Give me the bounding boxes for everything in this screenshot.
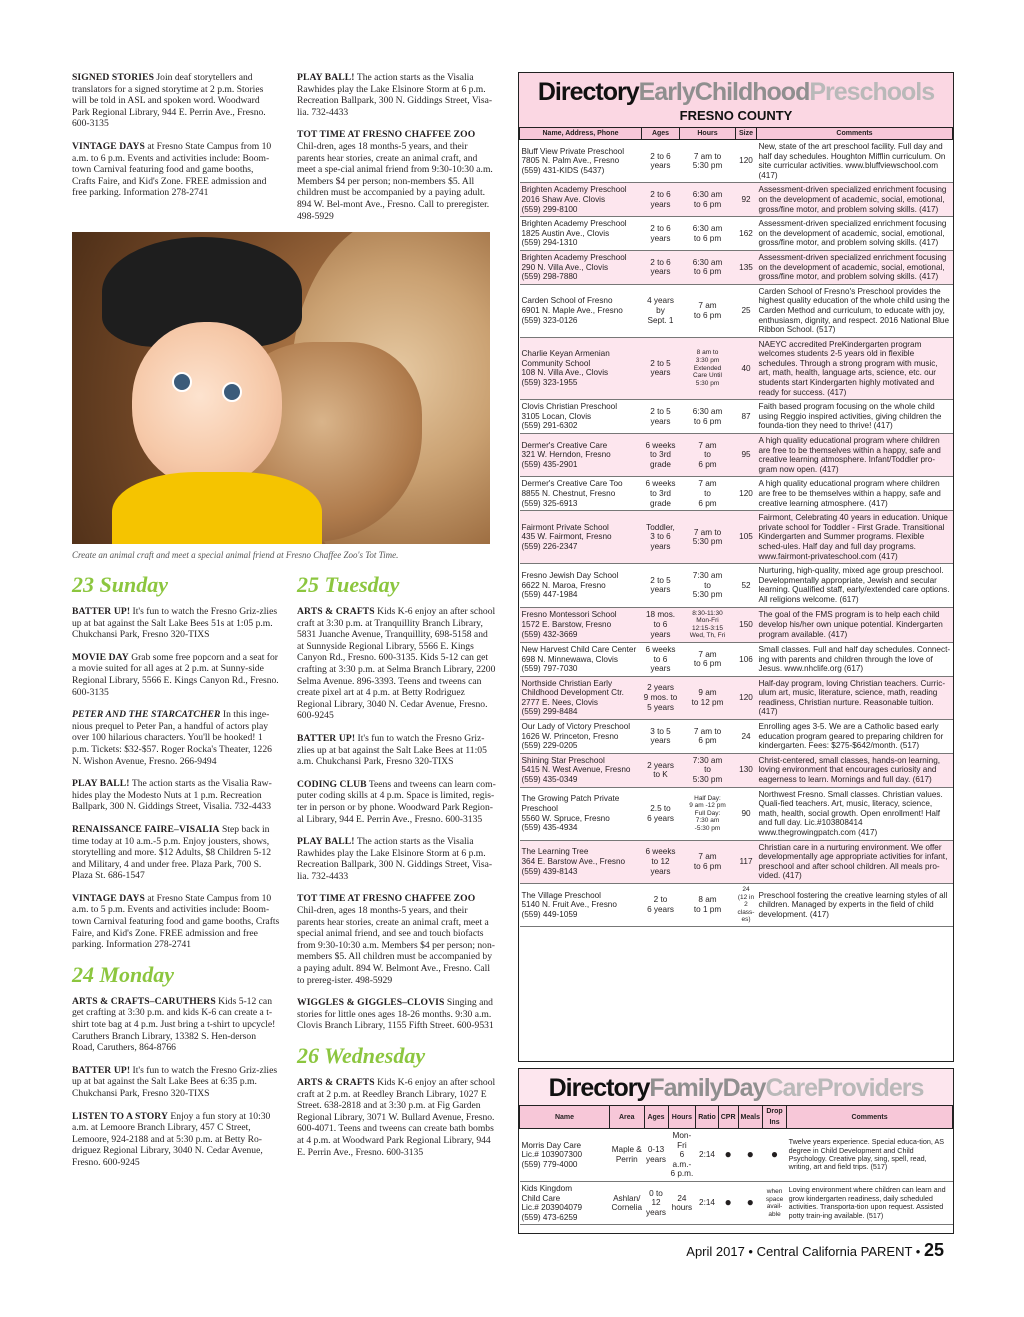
column-header: Ages [644,1106,668,1129]
table-row [520,284,953,337]
table-cell: Kids Kingdom Child Care Lic.# 203904079 (559) 473-6259 [520,1181,610,1224]
event-entry [72,996,280,1054]
table-cell: 6 weeks to 3rd grade [642,434,680,477]
column-2-events [297,568,497,1169]
event-entry [72,1111,280,1169]
table-cell: Maple & Perrin [610,1129,645,1182]
table-cell: 24 hours [668,1181,696,1224]
event-text: The action starts as the Visalia Raw-hides play the Modesto Nuts at 1 p.m. Recreation Ballpark, 300 N. Giddings Street, Visalia. 732-4433 [72,778,272,813]
table-cell: Faith based program focusing on the whole child using Reggio inspired activities, giving children the founda-tion they need to thrive! (417) [756,400,952,434]
table-cell: Shining Star Preschool 5415 N. West Avenue, Fresno (559) 435-0349 [520,753,642,787]
table-cell: Christ-centered, small classes, hands-on learning, loving environment that encourages curiosity and eagerness to learn. Mornings and full day. (617) [756,753,952,787]
table-cell: 0 to 12 years [644,1181,668,1224]
event-text: It's fun to watch the Fresno Griz-zlies up at bat against the Salt Lake Bees at 11:05 a.m. Chukchansi Park, Fresno 320-TIXS [297,732,487,768]
table-cell: 24 [736,720,757,754]
table-cell: 92 [736,183,757,217]
event-text: Teens and tweens can learn com-puter coding skills at 4 p.m. Space is limited, regis-ter in person or by phone. Woodward Park Region-al Library, 944 E. Perrin Ave., Fresno. 600-3135 [297,778,496,825]
column-header: Ages [642,128,680,140]
event-heading: VINTAGE DAYS [72,892,145,904]
event-heading: TOT TIME AT FRESNO CHAFFEE ZOO [297,129,476,141]
table-cell: 7 am to 5:30 pm [680,511,736,564]
table-cell: 6:30 am to 6 pm [680,400,736,434]
table-cell: Dermer's Creative Care 321 W. Herndon, Fresno (559) 435-2901 [520,434,642,477]
table-row [520,607,953,642]
child-with-goat-photo [72,232,490,544]
column-header: Comments [756,128,952,140]
table-cell: 120 [736,477,757,511]
column-header: Name, Address, Phone [520,128,642,140]
event-text: Chil-dren, ages 18 months-5 years, and their parents hear stories, create an animal craft, and meet a spe-cial animal friend from 9:30-10:30 a.m. Members $4 per person; non-members $5. All children must be accompanied by a paying adult. 894 W. Bel-mont Ave., Fresno. Call to preregister. 498-5929 [297,140,493,222]
table-cell: Northside Christian Early Childhood Development Ctr. 2777 E. Nees, Clovis (559) 299-8484 [520,676,642,719]
event-entry [297,836,497,882]
column-header: Meals [738,1106,762,1129]
table-cell: 3 to 5 years [642,720,680,754]
family-care-table [519,1105,953,1225]
day-tuesday [297,572,497,1032]
table-row [520,250,953,284]
page-footer: April 2017 • Central California PARENT • 25 [686,1240,944,1260]
table-cell: Carden School of Fresno's Preschool provides the highest quality education of the whole child using the Carden Method and curriculum, to educate with joy, enthusiasm, dignity, and respect. 2016 National Blue Ribbon School. (517) [756,284,952,337]
table-cell: 2 to 6 years [642,883,680,926]
table-cell: 7 am to 5:30 pm [680,140,736,183]
event-heading: PLAY BALL! [297,72,355,83]
table-cell: 95 [736,434,757,477]
table-cell: NAEYC accredited PreKindergarten program welcomes students 2-5 years old in flexible schedules. Through a strong program with music, art, math, health, language arts, science, etc. our students start Kindergarten highly motivated and ready for success. (417) [756,337,952,400]
table-row [520,720,953,754]
table-cell: Our Lady of Victory Preschool 1626 W. Princeton, Fresno (559) 229-0205 [520,720,642,754]
table-row [520,753,953,787]
event-heading: SIGNED STORIES [72,72,155,83]
table-cell: 2 years to K [642,753,680,787]
day-title: 23 Sunday [72,572,168,597]
table-cell: 2 to 5 years [642,337,680,400]
table-row [520,564,953,607]
table-cell: Bluff View Private Preschool 7805 N. Palm Ave., Fresno (559) 431-KIDS (5437) [520,140,642,183]
event-text: Chil-dren, ages 18 months-5 years, and their parents hear stories, create an animal craft, meet a special animal friend, and see and touch biofacts from 9:30-10:30 a.m. Members $4 per person; non-members $5. All children must be accompanied by a paying adult. 894 W. Belmont Ave., Fresno. Call to prereg-ister. 498-5929 [297,905,495,986]
day-title: 26 Wednesday [297,1043,426,1068]
column-header: Comments [787,1106,953,1129]
table-cell: 87 [736,400,757,434]
event-heading: PETER AND THE STARCATCHER [72,709,221,721]
family-care-directory [518,1068,954,1234]
table-cell: Half Day: 9 am -12 pm Full Day: 7:30 am -5:30 pm [680,787,736,840]
table-cell: Brighten Academy Preschool 1825 Austin Ave., Clovis (559) 294-1310 [520,217,642,251]
table-cell: 8 am to 3:30 pm Extended Care Until 5:30 pm [680,337,736,400]
table-cell: 9 am to 12 pm [680,676,736,719]
table-row [520,140,953,183]
table-cell: New Harvest Child Care Center 698 N. Minnewawa, Clovis (559) 797-7030 [520,642,642,676]
event-text: It's fun to watch the Fresno Griz-zlies up at bat against the Salt Lake Bees 51s at 1:05 p.m. Chukchansi Park, Fresno 320-TIXS [72,606,278,641]
event-entry [72,1065,280,1100]
table-row [520,511,953,564]
table-cell: ● [718,1129,738,1182]
event-entry [297,606,497,722]
event-entry [72,72,278,130]
table-cell: ● [718,1181,738,1224]
table-cell: 6:30 am to 6 pm [680,250,736,284]
table-cell: 2 to 5 years [642,400,680,434]
table-cell: Brighten Academy Preschool 290 N. Villa Ave., Clovis (559) 298-7880 [520,250,642,284]
table-cell: 18 mos. to 6 years [642,607,680,642]
event-entry [297,997,497,1032]
table-cell: 135 [736,250,757,284]
event-heading: ARTS & CRAFTS [297,606,375,617]
table-cell: 2.5 to 6 years [642,787,680,840]
table-cell: Nurturing, high-quality, mixed age group preschool. Developmentally appropriate, Jewish and secular learning. Qualified staff, early/extended care options. All religions welcome. (617) [756,564,952,607]
table-cell: 7 am to 6 pm [680,840,736,883]
event-heading: VINTAGE DAYS [72,140,145,152]
event-text: The action starts as the Visalia Rawhides play the Lake Elsinore Storm at 6 p.m. Recreation Ballpark, 300 N. Giddings Street, Visa-lia. 732-4433 [297,836,493,882]
table-cell: 7:30 am to 5:30 pm [680,753,736,787]
table-cell: A high quality educational program where children are free to be themselves within a happy, safe and creative learning atmosphere. (417) [756,477,952,511]
table-cell: 24 (12 in 2 class- es) [736,883,757,926]
table-cell: 4 years by Sept. 1 [642,284,680,337]
event-entry [72,709,280,767]
event-heading: ARTS & CRAFTS–CARUTHERS [72,995,216,1007]
table-cell: 6 weeks to 6 years [642,642,680,676]
table-cell: 0-13 years [644,1129,668,1182]
table-cell: 162 [736,217,757,251]
preschool-directory-title: DirectoryEarlyChildhoodPreschools [537,78,935,106]
table-cell: 2:14 [696,1181,719,1224]
event-entry [72,606,280,641]
table-cell: 130 [736,753,757,787]
table-cell: Twelve years experience. Special educa-tion, AS degree in Child Development and Child Psychology. Creative play, sing, spell, read, writing, art and field trips. (517) [787,1129,953,1182]
table-cell: Enrolling ages 3-5. We are a Catholic based early education program geared to preparing children for kindergarten. Fees: $275-$642/month. (517) [756,720,952,754]
table-cell: New, state of the art preschool facility. Full day and half day schedules. Houghton Mifflin curriculum. On site curricular activities. www.bluffviewschool.com (417) [756,140,952,183]
event-entry [297,1077,497,1158]
event-heading: PLAY BALL! [297,836,355,848]
table-cell: ● [738,1181,762,1224]
event-heading: WIGGLES & GIGGLES–CLOVIS [297,997,445,1009]
event-entry [297,779,497,825]
event-text: In this inge-nious prequel to Peter Pan, a handful of actors play over 100 hilarious characters. You'll be hooked! 1 p.m. Tickets: $32-$57. Roger Rocka's Theater, 1226 N. Wishon Avenue, Fresno. 266-9494 [72,709,272,767]
event-text: Kids K-6 enjoy an after school craft at 2 p.m. at Reedley Branch Library, 1027 E Street. 638-2818 and at 3:30 p.m. at Fig Garden Regional Library, 3071 W. Bullard Avenue, Fresno. 600-4071. Teens and tweens can create bath bombs at 4 p.m. at Woodward Park Regional Library, 944 E. Perrin Ave., Fresno. 600-3135 [297,1077,496,1158]
table-row [520,1181,953,1224]
table-cell: 120 [736,676,757,719]
table-cell: Half-day program, loving Christian teachers. Curric-ulum art, music, literature, science, math, reading readiness, Christian nurture. Reasonable tuition. (417) [756,676,952,719]
table-cell: 120 [736,140,757,183]
table-cell: 7 am to 6 pm [680,434,736,477]
table-cell: Small classes. Full and half day schedules. Connect-ing with parents and children through the love of Jesus. www.nhclife.org (617) [756,642,952,676]
table-cell: The Village Preschool 5140 N. Fruit Ave., Fresno (559) 449-1059 [520,883,642,926]
table-cell: Brighten Academy Preschool 2016 Shaw Ave. Clovis (559) 299-8100 [520,183,642,217]
table-cell: 7 am to 6 pm [680,284,736,337]
table-cell: The goal of the FMS program is to help each child develop his/her own unique potential. Kindergarten program available. (417) [756,607,952,642]
event-entry [72,778,280,813]
table-row [520,477,953,511]
column-header: Hours [668,1106,696,1129]
table-cell: Dermer's Creative Care Too 8855 N. Chestnut, Fresno (559) 325-6913 [520,477,642,511]
event-text: Kids K-6 enjoy an after school craft at 3:30 p.m. at Tranquillity Branch Library, 5831 Juanche Avenue, Tranquillity, 698-5158 and at Sunnyside Regional Library, 5566 E. Kings Canyon Rd., Fresno. 600-3135. Kids 5-12 can get crafting at 3:30 p.m. at Selma Branch Library, 2200 Selma Avenue. 896-3393. Teens and tweens can create pixel art at 4 p.m. at Betty Rodriguez Regional Library, 3040 N. Cedar Avenue, Fresno. 600-9245 [297,606,496,722]
day-title: 25 Tuesday [297,572,400,597]
table-cell: 2 years 9 mos. to 5 years [642,676,680,719]
table-cell: 52 [736,564,757,607]
event-text: Step back in time today at 10 a.m.-5 p.m. Enjoy jousters, shows, storytelling and more. $12 Adults, $8 Children 5-12 and Military, 4 and under free. Plaza Park, 700 S. Plaza St. 686-1547 [72,823,272,882]
table-row [520,840,953,883]
event-heading: RENAISSANCE FAIRE–VISALIA [72,823,220,835]
table-cell: 8 am to 1 pm [680,883,736,926]
event-text: Grab some free popcorn and a seat for a movie suited for all ages at 2 p.m. at Sunny-side Regional Library, 5566 E. Kings Canyon Rd., Fresno. 600-3135 [72,651,279,698]
column-header: Ratio [696,1106,719,1129]
table-cell: 6 weeks to 12 years [642,840,680,883]
column-2-top [297,72,493,233]
event-entry [72,893,280,951]
event-heading: TOT TIME AT FRESNO CHAFFEE ZOO [297,893,476,905]
event-entry [297,733,497,768]
event-heading: BATTER UP! [72,606,131,617]
table-cell: 2 to 6 years [642,217,680,251]
table-row [520,787,953,840]
table-cell: Charlie Keyan Armenian Community School 108 N. Villa Ave., Clovis (559) 323-1955 [520,337,642,400]
event-text: It's fun to watch the Fresno Griz-zlies up at bat against the Salt Lake Bees at 6:35 p.m. Chukchansi Park, Fresno 320-TIXS [72,1064,278,1099]
event-text: Singing and stories for little ones ages 18-26 months. 9:30 a.m. Clovis Branch Library, 1155 Fifth Street. 600-9531 [297,997,494,1032]
event-entry [72,824,280,882]
table-cell: Fresno Jewish Day School 6622 N. Maroa, Fresno (559) 447-1984 [520,564,642,607]
table-cell: 2 to 5 years [642,564,680,607]
table-cell: Assessment-driven specialized enrichment focusing on the development of academic, social, emotional, gross/fine motor, and problem solving skills. (417) [756,250,952,284]
table-cell: 7:30 am to 5:30 pm [680,564,736,607]
table-cell: when space avail- able [762,1181,786,1224]
table-cell: 117 [736,840,757,883]
table-cell: ● [738,1129,762,1182]
event-heading: LISTEN TO A STORY [72,1110,169,1122]
table-row [520,1129,953,1182]
table-cell: Northwest Fresno. Small classes. Christian values. Quali-fied teachers. Art, music, literacy, science, math, health, social growth. Open enrollment! Half and full day. Lic.#103808414 www.thegrowingpatch.com (417) [756,787,952,840]
table-cell: Morris Day Care Lic.# 103907300 (559) 779-4000 [520,1129,610,1182]
event-text: The action starts as the Visalia Rawhides play the Lake Elsinore Storm at 6 p.m. Recreation Ballpark, 300 N. Giddings Street, Visa-lia. 732-4433 [297,72,493,118]
table-cell: 150 [736,607,757,642]
table-cell: The Growing Patch Private Preschool 5560 W. Spruce, Fresno (559) 435-4934 [520,787,642,840]
event-entry [297,129,493,222]
table-cell: 6:30 am to 6 pm [680,183,736,217]
day-monday [72,962,280,1169]
column-header: Size [736,128,757,140]
day-sunday [72,572,280,951]
table-row [520,217,953,251]
table-cell: 105 [736,511,757,564]
table-cell: Ashlan/ Cornelia [610,1181,645,1224]
column-header: Drop Ins [762,1106,786,1129]
event-entry [72,652,280,698]
event-heading: MOVIE DAY [72,651,129,663]
table-cell: The Learning Tree 364 E. Barstow Ave., Fresno (559) 439-8143 [520,840,642,883]
table-cell: A high quality educational program where children are free to be themselves within a happy, safe and creative learning atmosphere. Infant/Toddler pro-gram now open. (417) [756,434,952,477]
table-cell: Preschool fostering the creative learning styles of all children. Managed by experts in the field of child development. (417) [756,883,952,926]
page-number: 25 [923,1240,944,1260]
table-cell: Loving environment where children can learn and grow kindergarten readiness, daily scheduled activities. Transporta-tion upon request. Assisted potty train-ing available. (517) [787,1181,953,1224]
event-text: Join deaf storytellers and translators for a signed storytime at 2 p.m. Stories will be told in ASL and spoken word. Woodward Park Regional Library, 944 E. Perrin Ave., Fresno. 600-3135 [72,72,266,130]
preschool-table [519,127,953,927]
table-cell: Fairmont Private School 435 W. Fairmont, Fresno (559) 226-2347 [520,511,642,564]
event-heading: BATTER UP! [297,732,356,744]
event-heading: BATTER UP! [72,1064,131,1076]
table-cell: 7 am to 6 pm [680,642,736,676]
table-cell: Assessment-driven specialized enrichment focusing on the development of academic, social, emotional, gross/fine motor, and problem solving skills. (417) [756,183,952,217]
column-header: Area [610,1106,645,1129]
event-heading: PLAY BALL! [72,778,130,790]
table-cell: Fairmont, Celebrating 40 years in education. Unique private school for Toddler - First Grade. Transitional Kindergarten and Summer programs. Flexible sched-ules. Half day and full day programs. www.fairmont-privateschool.com (417) [756,511,952,564]
table-row [520,434,953,477]
event-entry [297,893,497,986]
table-cell: 40 [736,337,757,400]
day-title: 24 Monday [72,961,175,987]
table-cell: 2 to 6 years [642,140,680,183]
table-cell: ● [762,1129,786,1182]
table-row [520,337,953,400]
photo-caption: Create an animal craft and meet a special animal friend at Fresno Chaffee Zoo's Tot Time. [72,550,399,560]
table-row [520,400,953,434]
day-wednesday [297,1043,497,1158]
preschool-directory [518,72,954,1062]
event-heading: CODING CLUB [297,778,367,790]
event-text: Enjoy a fun story at 10:30 a.m. at Lemoore Branch Library, 457 C Street, Lemoore, 924-2188 and at 5:30 p.m. at Betty Ro-driguez Regional Library, 3040 N. Cedar Avenue, Fresno. 600-9245 [72,1110,271,1168]
family-care-directory-title: DirectoryFamilyDayCareProviders [548,1074,924,1102]
event-text: at Fresno State Campus from 10 a.m. to 6 p.m. Events and activities include: Boom-town Carnival featuring food and game booths, Crafts Faire, and Kid's Zone. FREE admission and free parking. Information 278-2741 [72,140,272,199]
event-heading: ARTS & CRAFTS [297,1077,375,1088]
table-cell: Carden School of Fresno 6901 N. Maple Ave., Fresno (559) 323-0126 [520,284,642,337]
table-cell: 25 [736,284,757,337]
event-text: Kids 5-12 can get crafting at 3:30 p.m. and kids K-6 can create a t-shirt tote bag at 4 p.m. Just bring a t-shirt to upcycle! Caruthers Branch Library, 13382 S. Hen-derson Road, Caruthers, 864-8766 [72,995,276,1054]
column-1-top [72,72,278,210]
table-cell: 7 am to 6 pm [680,720,736,754]
event-text: at Fresno State Campus from 10 a.m. to 5 p.m. Events and activities include: Boom-town Carnival featuring food and game booths, Crafts Faire, and Kid's Zone. FREE admission and free parking. Information 278-2741 [72,892,280,951]
table-cell: Assessment-driven specialized enrichment focusing on the development of academic, social, emotional, gross/fine motor, and problem solving skills. (417) [756,217,952,251]
event-entry [297,72,493,118]
table-cell: Toddler, 3 to 6 years [642,511,680,564]
column-header: CPR [718,1106,738,1129]
table-cell: 8:30-11:30 Mon-Fri 12:15-3:15 Wed, Th, Fri [680,607,736,642]
column-1-events [72,568,280,1180]
table-row [520,642,953,676]
table-cell: 6:30 am to 6 pm [680,217,736,251]
table-cell: 6 weeks to 3rd grade [642,477,680,511]
column-header: Name [520,1106,610,1129]
table-cell: Clovis Christian Preschool 3105 Locan, Clovis (559) 291-6302 [520,400,642,434]
table-cell: Christian care in a nurturing environment. We offer developmentally age appropriate activities for infant, preschool and after school children. All meals pro-vided. (417) [756,840,952,883]
county-heading: FRESNO COUNTY [679,108,793,123]
table-cell: 106 [736,642,757,676]
table-cell: Mon-Fri 6 a.m.- 6 p.m. [668,1129,696,1182]
table-cell: Fresno Montessori School 1572 E. Barstow, Fresno (559) 432-3669 [520,607,642,642]
table-row [520,676,953,719]
table-cell: 7 am to 6 pm [680,477,736,511]
table-row [520,883,953,926]
table-cell: 90 [736,787,757,840]
table-cell: 2 to 6 years [642,250,680,284]
event-entry [72,141,278,199]
table-row [520,183,953,217]
column-header: Hours [680,128,736,140]
table-cell: 2 to 6 years [642,183,680,217]
table-cell: 2:14 [696,1129,719,1182]
